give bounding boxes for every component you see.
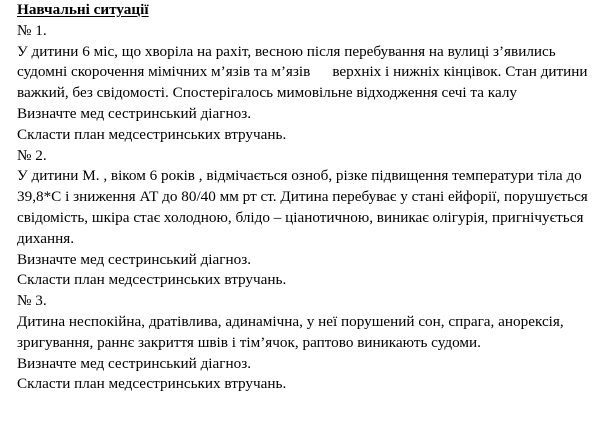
situation-3 bbox=[17, 291, 597, 395]
situation-text-line: свідомість, шкіра стає холодною, блідо – ціанотичною, виникає олігурія, пригнічується bbox=[17, 208, 584, 226]
task-diagnosis: Визначте мед сестринський діагноз. bbox=[17, 250, 251, 268]
situation-text-line: 39,8*С і зниження АТ до 80/40 мм рт ст. Дитина перебуває у стані ейфорії, порушується bbox=[17, 188, 588, 206]
situation-1 bbox=[17, 21, 597, 146]
situation-number: № 2. bbox=[17, 146, 47, 164]
situation-text-line: важкий, без свідомості. Спостерігалось мимовільне відходження сечі та калу bbox=[17, 84, 517, 102]
task-diagnosis: Визначте мед сестринський діагноз. bbox=[17, 104, 251, 122]
situation-text-line: У дитини 6 міс, що хворіла на рахіт, весною після перебування на вулиці з’явились bbox=[17, 42, 556, 60]
document-page bbox=[17, 0, 597, 395]
situation-number: № 3. bbox=[17, 292, 47, 310]
task-plan: Скласти план медсестринських втручань. bbox=[17, 125, 287, 143]
task-diagnosis: Визначте мед сестринський діагноз. bbox=[17, 354, 251, 372]
document-heading: Навчальні ситуації bbox=[17, 1, 149, 18]
situation-text-fragment: верхніх і нижніх кінцівок. Стан дитини bbox=[332, 63, 588, 81]
situation-text-line: зригування, раннє закриття швів і тім’ячок, раптово виникають судоми. bbox=[17, 333, 481, 351]
task-plan: Скласти план медсестринських втручань. bbox=[17, 375, 287, 393]
situation-2 bbox=[17, 146, 597, 292]
situation-text-line: Дитина неспокійна, дратівлива, адинамічна, у неї порушений сон, спрага, анорексія, bbox=[17, 312, 564, 330]
task-plan: Скласти план медсестринських втручань. bbox=[17, 271, 287, 289]
situation-text-line: дихання. bbox=[17, 229, 75, 247]
situation-text-line bbox=[17, 62, 597, 83]
situation-number: № 1. bbox=[17, 21, 47, 39]
situation-text-fragment: судомні скорочення мімічних м’язів та м’язів bbox=[17, 63, 311, 81]
situation-text-line: У дитини М. , віком 6 років , відмічається озноб, різке підвищення температури тіла до bbox=[17, 167, 582, 185]
